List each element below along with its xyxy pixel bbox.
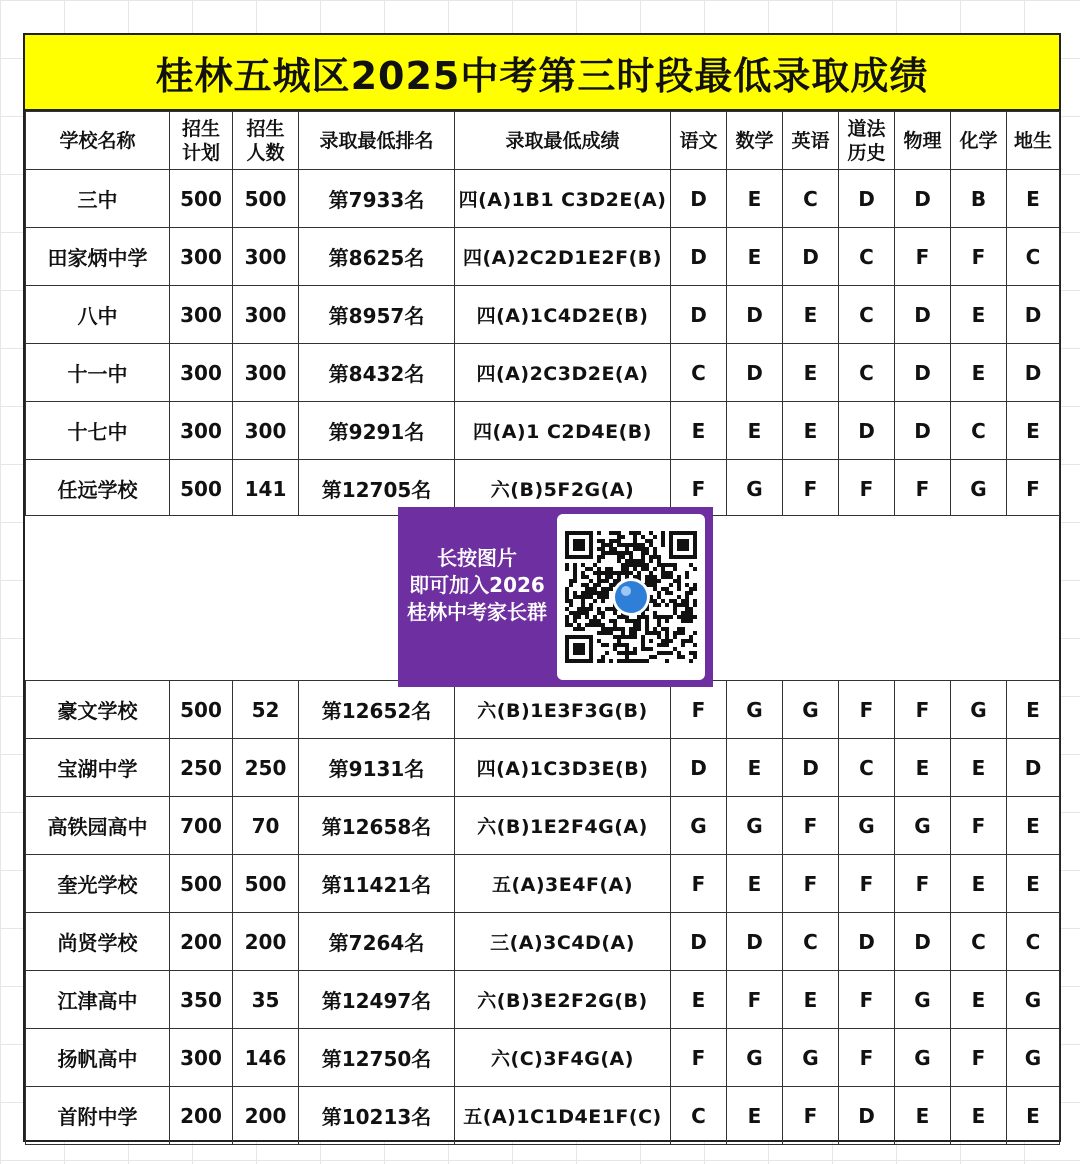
grade-moral-history-cell: C	[839, 286, 895, 344]
header-math: 数学	[727, 112, 783, 170]
grade-moral-history-cell: D	[839, 913, 895, 971]
grade-chemistry-cell: F	[951, 1029, 1007, 1087]
header-english: 英语	[783, 112, 839, 170]
table-row	[26, 1087, 1060, 1145]
table-row	[26, 913, 1060, 971]
header-row	[26, 112, 1060, 170]
promo-line-3: 桂林中考家长群	[407, 600, 547, 624]
grade-english-cell: E	[783, 286, 839, 344]
table-row	[26, 855, 1060, 913]
grade-math-cell: E	[727, 228, 783, 286]
grade-physics-cell: F	[895, 855, 951, 913]
grade-english-cell: D	[783, 228, 839, 286]
rank-cell: 第11421名	[299, 855, 455, 913]
plan-cell: 500	[170, 681, 233, 739]
grade-physics-cell: D	[895, 913, 951, 971]
score-table-bottom	[25, 680, 1060, 1145]
grade-chinese-cell: C	[671, 344, 727, 402]
grade-english-cell: F	[783, 1087, 839, 1145]
enroll-cell: 141	[233, 460, 299, 518]
table-row	[26, 681, 1060, 739]
enroll-cell: 52	[233, 681, 299, 739]
plan-cell: 300	[170, 344, 233, 402]
grade-chemistry-cell: E	[951, 971, 1007, 1029]
grade-physics-cell: F	[895, 681, 951, 739]
grade-english-cell: D	[783, 739, 839, 797]
grade-chemistry-cell: F	[951, 228, 1007, 286]
enroll-cell: 146	[233, 1029, 299, 1087]
header-moral-history: 道法 历史	[839, 112, 895, 170]
grade-math-cell: D	[727, 286, 783, 344]
grade-chinese-cell: D	[671, 739, 727, 797]
rank-cell: 第12652名	[299, 681, 455, 739]
grade-geo-bio-cell: D	[1007, 344, 1060, 402]
grade-chinese-cell: E	[671, 402, 727, 460]
rank-cell: 第7264名	[299, 913, 455, 971]
score-cell: 六(B)1E2F4G(A)	[455, 797, 671, 855]
grade-chinese-cell: D	[671, 286, 727, 344]
grade-moral-history-cell: D	[839, 402, 895, 460]
grade-chinese-cell: F	[671, 1029, 727, 1087]
plan-cell: 200	[170, 913, 233, 971]
grade-english-cell: E	[783, 971, 839, 1029]
enroll-cell: 250	[233, 739, 299, 797]
grade-chemistry-cell: F	[951, 797, 1007, 855]
rank-cell: 第8625名	[299, 228, 455, 286]
grade-moral-history-cell: C	[839, 739, 895, 797]
grade-geo-bio-cell: C	[1007, 913, 1060, 971]
header-physics: 物理	[895, 112, 951, 170]
score-cell: 四(A)1 C2D4E(B)	[455, 402, 671, 460]
rank-cell: 第9291名	[299, 402, 455, 460]
grade-physics-cell: G	[895, 971, 951, 1029]
score-cell: 四(A)1C3D3E(B)	[455, 739, 671, 797]
grade-math-cell: E	[727, 402, 783, 460]
plan-cell: 300	[170, 286, 233, 344]
grade-math-cell: E	[727, 855, 783, 913]
grade-physics-cell: F	[895, 460, 951, 518]
rank-cell: 第8957名	[299, 286, 455, 344]
school-name-cell: 八中	[26, 286, 170, 344]
school-name-cell: 首附中学	[26, 1087, 170, 1145]
rank-cell: 第9131名	[299, 739, 455, 797]
grade-math-cell: D	[727, 913, 783, 971]
grade-math-cell: F	[727, 971, 783, 1029]
grade-chemistry-cell: E	[951, 286, 1007, 344]
grade-physics-cell: G	[895, 797, 951, 855]
plan-cell: 300	[170, 402, 233, 460]
header-chinese: 语文	[671, 112, 727, 170]
grade-moral-history-cell: D	[839, 170, 895, 228]
promo-text	[398, 545, 556, 626]
plan-cell: 500	[170, 855, 233, 913]
table-row	[26, 971, 1060, 1029]
grade-math-cell: E	[727, 170, 783, 228]
grade-chemistry-cell: E	[951, 344, 1007, 402]
grade-english-cell: F	[783, 460, 839, 518]
table-row	[26, 1029, 1060, 1087]
grade-geo-bio-cell: E	[1007, 170, 1060, 228]
grade-math-cell: E	[727, 739, 783, 797]
grade-english-cell: G	[783, 681, 839, 739]
score-cell: 三(A)3C4D(A)	[455, 913, 671, 971]
grade-physics-cell: G	[895, 1029, 951, 1087]
score-cell: 五(A)3E4F(A)	[455, 855, 671, 913]
table-body-bottom	[26, 681, 1060, 1145]
rank-cell: 第10213名	[299, 1087, 455, 1145]
plan-cell: 700	[170, 797, 233, 855]
grade-english-cell: C	[783, 913, 839, 971]
school-name-cell: 扬帆高中	[26, 1029, 170, 1087]
grade-chemistry-cell: E	[951, 1087, 1007, 1145]
grade-physics-cell: F	[895, 228, 951, 286]
grade-geo-bio-cell: E	[1007, 1087, 1060, 1145]
plan-cell: 500	[170, 460, 233, 518]
grade-moral-history-cell: G	[839, 797, 895, 855]
rank-cell: 第12705名	[299, 460, 455, 518]
grade-chemistry-cell: E	[951, 739, 1007, 797]
enroll-cell: 200	[233, 1087, 299, 1145]
grade-math-cell: D	[727, 344, 783, 402]
enroll-cell: 300	[233, 286, 299, 344]
header-enroll: 招生 人数	[233, 112, 299, 170]
score-cell: 四(A)1B1 C3D2E(A)	[455, 170, 671, 228]
header-geo-bio: 地生	[1007, 112, 1060, 170]
grade-math-cell: G	[727, 681, 783, 739]
grade-chemistry-cell: G	[951, 681, 1007, 739]
score-cell: 六(B)5F2G(A)	[455, 460, 671, 518]
grade-chemistry-cell: B	[951, 170, 1007, 228]
table-row	[26, 286, 1060, 344]
score-cell: 六(B)3E2F2G(B)	[455, 971, 671, 1029]
school-name-cell: 宝湖中学	[26, 739, 170, 797]
grade-moral-history-cell: F	[839, 855, 895, 913]
grade-chinese-cell: E	[671, 971, 727, 1029]
plan-cell: 250	[170, 739, 233, 797]
rank-cell: 第12750名	[299, 1029, 455, 1087]
grade-physics-cell: D	[895, 344, 951, 402]
score-cell: 六(B)1E3F3G(B)	[455, 681, 671, 739]
grade-moral-history-cell: F	[839, 971, 895, 1029]
grade-physics-cell: D	[895, 286, 951, 344]
grade-english-cell: G	[783, 1029, 839, 1087]
grade-moral-history-cell: F	[839, 681, 895, 739]
school-name-cell: 江津高中	[26, 971, 170, 1029]
rank-cell: 第12658名	[299, 797, 455, 855]
score-cell: 四(A)1C4D2E(B)	[455, 286, 671, 344]
rank-cell: 第8432名	[299, 344, 455, 402]
grade-moral-history-cell: D	[839, 1087, 895, 1145]
page-title: 桂林五城区2025中考第三时段最低录取成绩	[25, 33, 1059, 111]
enroll-cell: 70	[233, 797, 299, 855]
enroll-cell: 300	[233, 228, 299, 286]
grade-chinese-cell: C	[671, 1087, 727, 1145]
plan-cell: 300	[170, 1029, 233, 1087]
table-row	[26, 344, 1060, 402]
grade-geo-bio-cell: E	[1007, 402, 1060, 460]
rank-cell: 第12497名	[299, 971, 455, 1029]
grade-chinese-cell: G	[671, 797, 727, 855]
plan-cell: 350	[170, 971, 233, 1029]
grade-geo-bio-cell: F	[1007, 460, 1060, 518]
enroll-cell: 200	[233, 913, 299, 971]
grade-math-cell: G	[727, 797, 783, 855]
grade-english-cell: C	[783, 170, 839, 228]
school-name-cell: 高铁园高中	[26, 797, 170, 855]
grade-geo-bio-cell: E	[1007, 855, 1060, 913]
grade-geo-bio-cell: G	[1007, 971, 1060, 1029]
table-row	[26, 402, 1060, 460]
grade-chemistry-cell: C	[951, 913, 1007, 971]
grade-chinese-cell: F	[671, 681, 727, 739]
plan-cell: 300	[170, 228, 233, 286]
score-table-top	[25, 111, 1060, 518]
plan-cell: 200	[170, 1087, 233, 1145]
score-cell: 四(A)2C2D1E2F(B)	[455, 228, 671, 286]
header-rank: 录取最低排名	[299, 112, 455, 170]
grade-chemistry-cell: E	[951, 855, 1007, 913]
grade-geo-bio-cell: D	[1007, 286, 1060, 344]
grade-geo-bio-cell: D	[1007, 739, 1060, 797]
rank-cell: 第7933名	[299, 170, 455, 228]
enroll-cell: 500	[233, 170, 299, 228]
table-row	[26, 739, 1060, 797]
grade-geo-bio-cell: E	[1007, 797, 1060, 855]
header-score: 录取最低成绩	[455, 112, 671, 170]
school-name-cell: 十一中	[26, 344, 170, 402]
grade-chinese-cell: D	[671, 913, 727, 971]
grade-chinese-cell: F	[671, 855, 727, 913]
grade-physics-cell: D	[895, 170, 951, 228]
table-row	[26, 228, 1060, 286]
grade-moral-history-cell: C	[839, 228, 895, 286]
grade-chinese-cell: D	[671, 170, 727, 228]
grade-english-cell: F	[783, 855, 839, 913]
school-name-cell: 奎光学校	[26, 855, 170, 913]
grade-geo-bio-cell: C	[1007, 228, 1060, 286]
enroll-cell: 300	[233, 402, 299, 460]
school-name-cell: 尚贤学校	[26, 913, 170, 971]
table-row	[26, 797, 1060, 855]
score-cell: 六(C)3F4G(A)	[455, 1029, 671, 1087]
school-name-cell: 任远学校	[26, 460, 170, 518]
grade-chinese-cell: D	[671, 228, 727, 286]
grade-physics-cell: E	[895, 739, 951, 797]
grade-moral-history-cell: C	[839, 344, 895, 402]
school-name-cell: 田家炳中学	[26, 228, 170, 286]
grade-geo-bio-cell: E	[1007, 681, 1060, 739]
grade-physics-cell: E	[895, 1087, 951, 1145]
promo-card[interactable]	[398, 507, 713, 687]
header-plan: 招生 计划	[170, 112, 233, 170]
grade-math-cell: E	[727, 1087, 783, 1145]
grade-chemistry-cell: C	[951, 402, 1007, 460]
grade-english-cell: F	[783, 797, 839, 855]
qr-code-icon[interactable]	[557, 514, 705, 680]
grade-moral-history-cell: F	[839, 1029, 895, 1087]
school-name-cell: 三中	[26, 170, 170, 228]
promo-line-2: 即可加入2026	[409, 573, 545, 597]
score-sheet	[23, 33, 1061, 1142]
table-body-top	[26, 170, 1060, 518]
grade-english-cell: E	[783, 402, 839, 460]
grade-geo-bio-cell: G	[1007, 1029, 1060, 1087]
score-cell: 五(A)1C1D4E1F(C)	[455, 1087, 671, 1145]
promo-line-1: 长按图片	[437, 546, 517, 570]
grade-chinese-cell: F	[671, 460, 727, 518]
grade-math-cell: G	[727, 460, 783, 518]
score-cell: 四(A)2C3D2E(A)	[455, 344, 671, 402]
enroll-cell: 35	[233, 971, 299, 1029]
grade-physics-cell: D	[895, 402, 951, 460]
grade-chemistry-cell: G	[951, 460, 1007, 518]
grade-math-cell: G	[727, 1029, 783, 1087]
school-name-cell: 十七中	[26, 402, 170, 460]
header-school: 学校名称	[26, 112, 170, 170]
enroll-cell: 300	[233, 344, 299, 402]
header-chemistry: 化学	[951, 112, 1007, 170]
grade-english-cell: E	[783, 344, 839, 402]
table-row	[26, 170, 1060, 228]
plan-cell: 500	[170, 170, 233, 228]
grade-moral-history-cell: F	[839, 460, 895, 518]
enroll-cell: 500	[233, 855, 299, 913]
school-name-cell: 豪文学校	[26, 681, 170, 739]
